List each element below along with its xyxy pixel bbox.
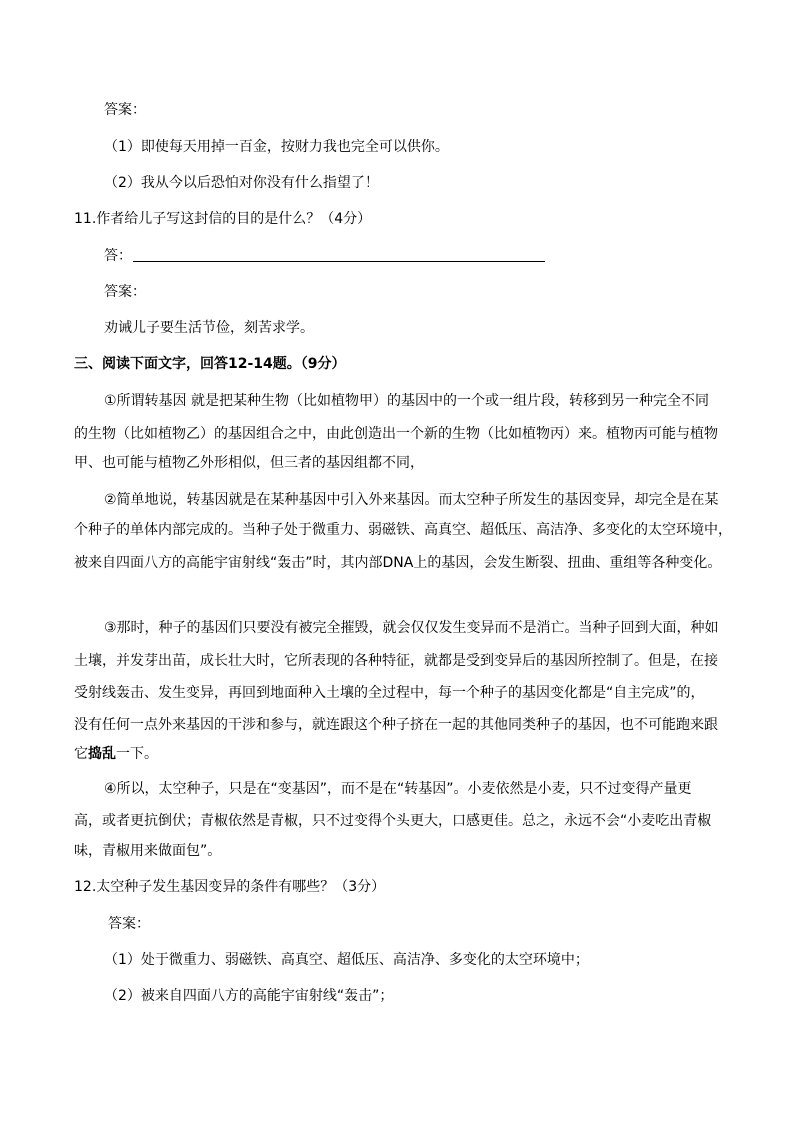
q12-question: 12.太空种子发生基因变异的条件有哪些？（3分） <box>74 879 386 895</box>
p3-line-5 <box>74 744 158 764</box>
p1-line-3: 甲、也可能与植物乙外形相似，但三者的基因组都不同， <box>74 455 424 471</box>
p1-line-2: 的生物（比如植物乙）的基因组合之中，由此创造出一个新的生物（比如植物丙）来。植物丙可能与植物 <box>74 426 718 442</box>
p3-line-2: 土壤，并发芽出苗，成长壮大时，它所表现的各种特征，就都是受到变异后的基因所控制了。但是，在接 <box>74 653 718 669</box>
p3-line-1: ③那时，种子的基因们只要没有被完全摧毁，就会仅仅发生变异而不是消亡。当种子回到大面，种如 <box>104 620 719 636</box>
q10-answer-label: 答案： <box>104 102 146 118</box>
q10-answer-item-2: （2）我从今以后恐怕对你没有什么指望了！ <box>104 175 379 191</box>
p3-last-pre: 它 <box>74 746 88 762</box>
p4-line-2: 高，或者更抗倒伏；青椒依然是青椒，只不过变得个头更大，口感更佳。总之，永远不会“小麦吃出青椒 <box>74 813 712 829</box>
q11-answer-text: 劝诫儿子要生活节俭，刻苦求学。 <box>104 320 314 336</box>
q12-answer-label: 答案： <box>108 916 150 932</box>
q12-answer-item-2: （2）被来自四面八方的高能宇宙射线“轰击”； <box>104 988 394 1004</box>
p3-last-bold: 捣乱 <box>88 746 116 762</box>
p3-line-3: 受射线轰击、发生变异，再回到地面种入土壤的全过程中，每一个种子的基因变化都是“自主完成”的， <box>74 685 705 701</box>
q11-answer-label: 答案： <box>104 284 146 300</box>
p2-line-2: 个种子的单体内部完成的。当种子处于微重力、弱磁铁、高真空、超低压、高洁净、多变化的太空环境中， <box>74 522 732 538</box>
p3-line-4: 没有任何一点外来基因的干涉和参与，就连跟这个种子挤在一起的其他同类种子的基因，也不可能跑来跟 <box>74 717 718 733</box>
p4-line-1: ④所以，太空种子，只是在“变基因”，而不是在“转基因”。小麦依然是小麦，只不过变得产量更 <box>104 781 692 797</box>
section3-heading: 三、阅读下面文字，回答12-14题。（9分） <box>74 356 346 372</box>
p4-line-3: 味，青椒用来做面包”。 <box>74 843 222 859</box>
q12-answer-item-1: （1）处于微重力、弱磁铁、高真空、超低压、高洁净、多变化的太空环境中； <box>104 952 589 968</box>
p1-line-1: ①所谓转基因 就是把某种生物（比如植物甲）的基因中的一个或一组片段，转移到另一种完全不同 <box>104 393 709 409</box>
answer-blank-line <box>133 261 545 262</box>
p3-last-post: 一下。 <box>116 746 158 762</box>
p2-line-1: ②简单地说，转基因就是在某种基因中引入外来基因。而太空种子所发生的基因变异，却完全是在某 <box>104 492 719 508</box>
q11-question: 11.作者给儿子写这封信的目的是什么？（4分） <box>74 211 372 227</box>
q11-answer-prompt: 答： <box>104 248 132 264</box>
q10-answer-item-1: （1）即使每天用掉一百金，按财力我也完全可以供你。 <box>104 139 449 155</box>
p2-line-3: 被来自四面八方的高能宇宙射线“轰击”时，其内部DNA上的基因，会发生断裂、扭曲、重组等各种变化。 <box>74 555 722 571</box>
